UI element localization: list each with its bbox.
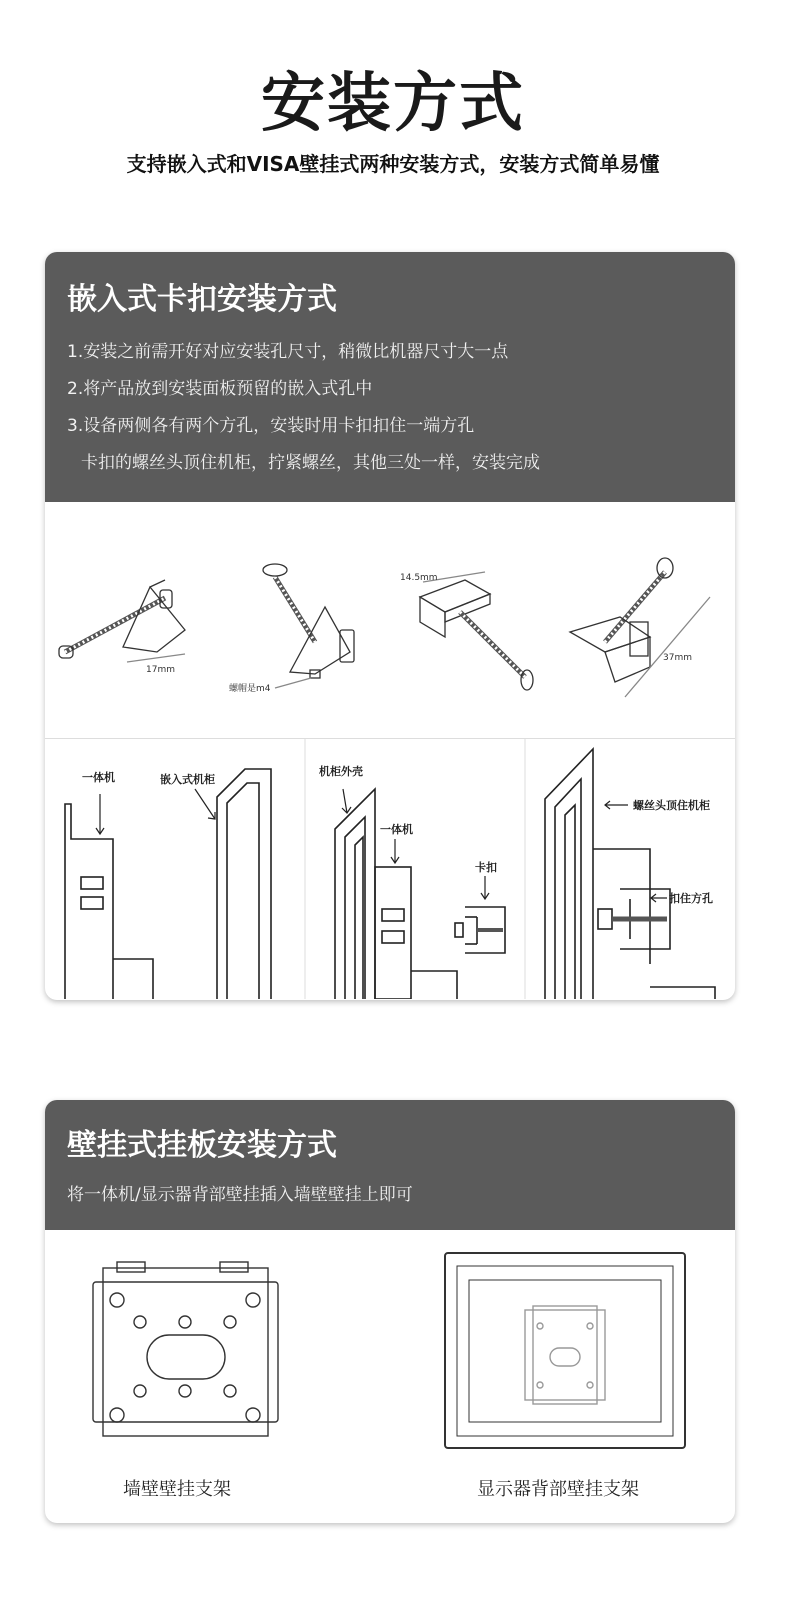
label-embedded-cabinet: 嵌入式机柜 bbox=[160, 773, 215, 786]
cabinet-shell-diagram bbox=[335, 789, 505, 999]
clip-fastened-diagram bbox=[545, 749, 715, 999]
label-screw-head: 螺丝头顶住机柜 bbox=[633, 799, 710, 812]
page-title: 安装方式 bbox=[261, 67, 525, 141]
monitor-back-bracket-diagram bbox=[445, 1253, 685, 1448]
embedded-install-diagrams bbox=[45, 739, 735, 999]
label-cabinet-shell: 机柜外壳 bbox=[319, 765, 363, 778]
clip-diagram-3 bbox=[420, 572, 533, 690]
wall-mount-title: 壁挂式挂板安装方式 bbox=[67, 1128, 337, 1163]
wall-mount-card bbox=[45, 1100, 735, 1523]
dim-37mm: 37mm bbox=[663, 653, 692, 663]
step-2-text: 2.将产品放到安装面板预留的嵌入式孔中 bbox=[67, 379, 373, 399]
label-clip: 卡扣 bbox=[475, 861, 497, 874]
embedded-install-title: 嵌入式卡扣安装方式 bbox=[67, 282, 337, 317]
step-1-text: 1.安装之前需开好对应安装孔尺寸，稍微比机器尺寸大一点 bbox=[67, 342, 509, 362]
page-subtitle: 支持嵌入式和VISA壁挂式两种安装方式，安装方式简单易懂 bbox=[126, 152, 660, 176]
caption-monitor-bracket: 显示器背部壁挂支架 bbox=[477, 1479, 639, 1500]
clip-diagram-2 bbox=[263, 564, 354, 688]
dim-m4-nut: 螺帽是m4 bbox=[229, 684, 271, 694]
wall-mount-desc: 将一体机/显示器背部壁挂插入墙壁壁挂上即可 bbox=[67, 1185, 413, 1205]
wall-mount-header bbox=[45, 1100, 735, 1230]
dim-17mm: 17mm bbox=[146, 665, 175, 675]
step-3-text: 3.设备两侧各有两个方孔，安装时用卡扣扣住一端方孔 bbox=[67, 416, 475, 436]
label-clip-hole: 扣住方孔 bbox=[669, 892, 713, 905]
wall-mount-diagrams bbox=[45, 1230, 735, 1460]
caption-wall-bracket: 墙壁壁挂支架 bbox=[123, 1479, 231, 1500]
wall-bracket-diagram bbox=[93, 1262, 278, 1436]
clip-diagram-1 bbox=[59, 580, 185, 662]
clip-diagram-4 bbox=[570, 558, 710, 697]
embedded-install-header bbox=[45, 252, 735, 502]
embedded-install-card bbox=[45, 252, 735, 1000]
clip-dimension-diagrams bbox=[45, 502, 735, 738]
label-aio: 一体机 bbox=[82, 771, 115, 784]
label-aio-2: 一体机 bbox=[380, 823, 413, 836]
aio-and-cabinet-diagram bbox=[65, 769, 271, 999]
dim-14-5mm: 14.5mm bbox=[400, 573, 438, 583]
step-3-continued-text: 卡扣的螺丝头顶住机柜，拧紧螺丝，其他三处一样，安装完成 bbox=[81, 453, 540, 473]
